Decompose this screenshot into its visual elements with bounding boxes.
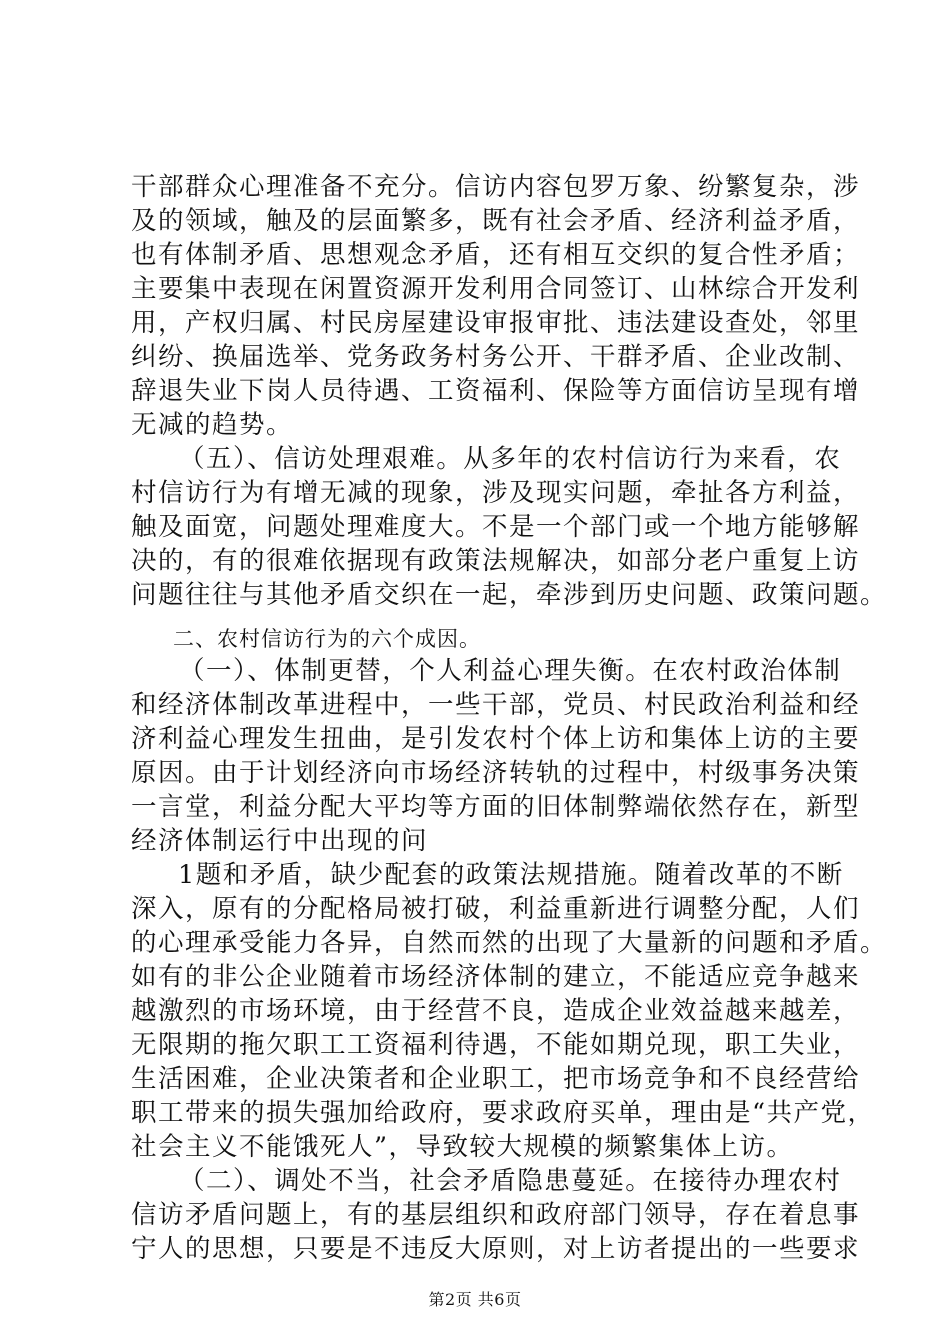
text-line: 1题和矛盾，缺少配套的政策法规措施。随着改革的不断 (178, 860, 844, 890)
text-line: 无减的趋势。 (131, 410, 294, 440)
text-line: 如有的非公企业随着市场经济体制的建立，不能适应竞争越来 (131, 962, 861, 992)
text-line: 信访矛盾问题上，有的基层组织和政府部门领导，存在着息事 (131, 1200, 861, 1230)
subsection-heading-one: （一）、体制更替，个人利益心理失衡。在农村政治体制 (179, 656, 842, 686)
text-line: 也有体制矛盾、思想观念矛盾，还有相互交织的复合性矛盾； (131, 240, 861, 270)
text-line: 辞退失业下岗人员待遇、工资福利、保险等方面信访呈现有增 (131, 376, 861, 406)
text-line: 问题往往与其他矛盾交织在一起，牵涉到历史问题、政策问题。 (131, 580, 888, 610)
text-line: 及的领域，触及的层面繁多，既有社会矛盾、经济利益矛盾， (131, 206, 861, 236)
text-line: 主要集中表现在闲置资源开发利用合同签订、山林综合开发利 (131, 274, 861, 304)
text-line: 纠纷、换届选举、党务政务村务公开、干群矛盾、企业改制、 (131, 342, 861, 372)
text-line: 职工带来的损失强加给政府，要求政府买单，理由是“共产党， (131, 1098, 875, 1128)
text-line: 和经济体制改革进程中，一些干部，党员、村民政治利益和经 (131, 690, 861, 720)
text-line: 宁人的思想，只要是不违反大原则，对上访者提出的一些要求 (131, 1234, 861, 1264)
text-line: 的心理承受能力各异，自然而然的出现了大量新的问题和矛盾。 (131, 928, 888, 958)
text-line: 一言堂，利益分配大平均等方面的旧体制弊端依然存在，新型 (131, 792, 861, 822)
text-line: 经济体制运行中出现的问 (131, 826, 429, 856)
section-heading-two: 二、农村信访行为的六个成因。 (173, 627, 481, 651)
text-line: 济利益心理发生扭曲，是引发农村个体上访和集体上访的主要 (131, 724, 861, 754)
text-line: 用，产权归属、村民房屋建设审报审批、违法建设查处，邻里 (131, 308, 861, 338)
subsection-heading-two: （二）、调处不当，社会矛盾隐患蔓延。在接待办理农村 (179, 1166, 842, 1196)
text-line: 生活困难，企业决策者和企业职工，把市场竞争和不良经营给 (131, 1064, 861, 1094)
text-line: 深入，原有的分配格局被打破，利益重新进行调整分配，人们 (131, 894, 861, 924)
text-line: 决的，有的很难依据现有政策法规解决，如部分老户重复上访 (131, 546, 861, 576)
text-line: 原因。由于计划经济向市场经济转轨的过程中，村级事务决策 (131, 758, 861, 788)
text-line: 社会主义不能饿死人”，导致较大规模的频繁集体上访。 (131, 1132, 794, 1162)
text-line: 干部群众心理准备不充分。信访内容包罗万象、纷繁复杂，涉 (131, 172, 861, 202)
text-line: 村信访行为有增无减的现象，涉及现实问题，牵扯各方利益， (131, 478, 861, 508)
text-line: 无限期的拖欠职工工资福利待遇，不能如期兑现，职工失业， (131, 1030, 861, 1060)
text-line: 触及面宽，问题处理难度大。不是一个部门或一个地方能够解 (131, 512, 861, 542)
text-line: 越激烈的市场环境，由于经营不良，造成企业效益越来越差， (131, 996, 861, 1026)
page-number-footer: 第2页 共6页 (428, 1290, 522, 1309)
section-heading-five: （五）、信访处理艰难。从多年的农村信访行为来看，农 (179, 444, 842, 474)
